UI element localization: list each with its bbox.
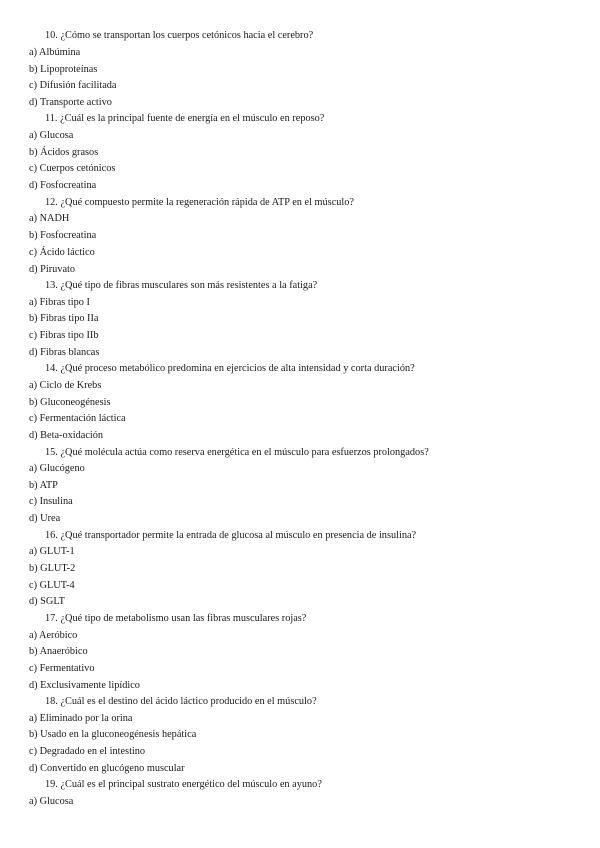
- answer-option: d) Fibras blancas: [29, 347, 100, 358]
- answer-option: b) Usado en la gluconeogénesis hepática: [29, 729, 197, 740]
- answer-option: d) Exclusivamente lipídico: [29, 680, 140, 691]
- answer-option: a) Albúmina: [29, 47, 81, 58]
- answer-option: c) Fibras tipo IIb: [29, 330, 99, 341]
- answer-option: c) Degradado en el intestino: [29, 746, 146, 757]
- answer-option: d) SGLT: [29, 596, 65, 607]
- answer-option: b) ATP: [29, 480, 58, 491]
- answer-option: c) Difusión facilitada: [29, 80, 117, 91]
- question-text: 10. ¿Cómo se transportan los cuerpos cetónicos hacia el cerebro?: [45, 30, 314, 41]
- answer-option: a) GLUT-1: [29, 546, 75, 557]
- answer-option: b) Ácidos grasos: [29, 147, 99, 158]
- question-text: 11. ¿Cuál es la principal fuente de energía en el músculo en reposo?: [45, 113, 325, 124]
- question-text: 14. ¿Qué proceso metabólico predomina en ejercicios de alta intensidad y corta duración?: [45, 363, 415, 374]
- answer-option: b) Fosfocreatina: [29, 230, 97, 241]
- answer-option: d) Fosfocreatina: [29, 180, 97, 191]
- answer-option: d) Urea: [29, 513, 61, 524]
- question-text: 15. ¿Qué molécula actúa como reserva energética en el músculo para esfuerzos prolongados?: [45, 447, 429, 458]
- answer-option: b) Gluconeogénesis: [29, 397, 111, 408]
- answer-option: b) Anaeróbico: [29, 646, 88, 657]
- question-text: 18. ¿Cuál es el destino del ácido láctico producido en el músculo?: [45, 696, 317, 707]
- answer-option: d) Piruvato: [29, 264, 76, 275]
- answer-option: a) Ciclo de Krebs: [29, 380, 102, 391]
- question-text: 17. ¿Qué tipo de metabolismo usan las fibras musculares rojas?: [45, 613, 307, 624]
- answer-option: c) Fermentación láctica: [29, 413, 126, 424]
- answer-option: c) Ácido láctico: [29, 247, 95, 258]
- answer-option: a) Aeróbico: [29, 630, 78, 641]
- question-text: 13. ¿Qué tipo de fibras musculares son más resistentes a la fatiga?: [45, 280, 318, 291]
- question-text: 19. ¿Cuál es el principal sustrato energético del músculo en ayuno?: [45, 779, 322, 790]
- question-text: 16. ¿Qué transportador permite la entrada de glucosa al músculo en presencia de insulina?: [45, 530, 417, 541]
- answer-option: a) Fibras tipo I: [29, 297, 90, 308]
- answer-option: c) Fermentativo: [29, 663, 95, 674]
- answer-option: d) Transporte activo: [29, 97, 112, 108]
- answer-option: b) Fibras tipo IIa: [29, 313, 99, 324]
- answer-option: b) Lipoproteínas: [29, 64, 98, 75]
- answer-option: a) Glucosa: [29, 130, 74, 141]
- question-text: 12. ¿Qué compuesto permite la regeneración rápida de ATP en el músculo?: [45, 197, 354, 208]
- answer-option: b) GLUT-2: [29, 563, 76, 574]
- answer-option: a) Glucógeno: [29, 463, 85, 474]
- answer-option: c) GLUT-4: [29, 580, 75, 591]
- answer-option: c) Insulina: [29, 496, 73, 507]
- answer-option: d) Convertido en glucógeno muscular: [29, 763, 185, 774]
- answer-option: c) Cuerpos cetónicos: [29, 163, 116, 174]
- answer-option: a) NADH: [29, 213, 70, 224]
- answer-option: a) Eliminado por la orina: [29, 713, 133, 724]
- answer-option: d) Beta-oxidación: [29, 430, 104, 441]
- answer-option: a) Glucosa: [29, 796, 74, 807]
